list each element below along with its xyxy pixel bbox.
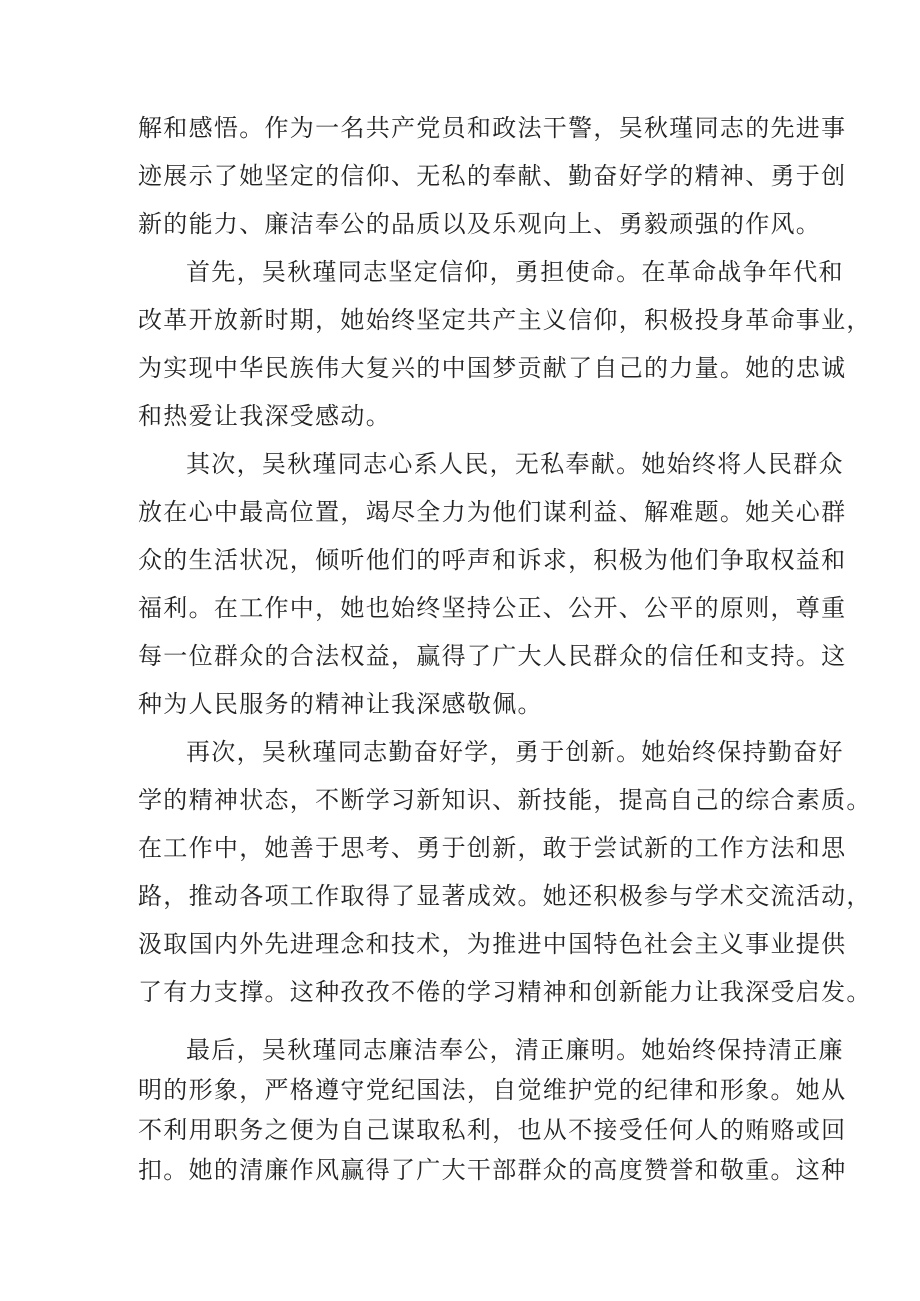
text-line: 解和感悟。作为一名共产党员和政法干警，吴秋瑾同志的先进事 bbox=[138, 114, 847, 142]
text-line: 最后，吴秋瑾同志廉洁奉公，清正廉明。她始终保持清正廉 bbox=[186, 1036, 844, 1064]
text-line: 为实现中华民族伟大复兴的中国梦贡献了自己的力量。她的忠诚 bbox=[138, 354, 847, 382]
paragraph-thirdly bbox=[138, 728, 872, 1016]
text-line: 汲取国内外先进理念和技术，为推进中国特色社会主义事业提供 bbox=[138, 930, 847, 958]
text-line: 和热爱让我深受感动。 bbox=[138, 402, 391, 430]
paragraph-secondly bbox=[138, 440, 847, 728]
text-line: 众的生活状况，倾听他们的呼声和诉求，积极为他们争取权益和 bbox=[138, 546, 847, 574]
text-line: 明的形象，严格遵守党纪国法，自觉维护党的纪律和形象。她从 bbox=[138, 1076, 847, 1104]
text-line: 不利用职务之便为自己谋取私利，也从不接受任何人的贿赂或回 bbox=[138, 1116, 847, 1144]
text-line: 改革开放新时期，她始终坚定共产主义信仰，积极投身革命事业， bbox=[138, 306, 872, 334]
text-line: 在工作中，她善于思考、勇于创新，敢于尝试新的工作方法和思 bbox=[138, 834, 847, 862]
text-line: 扣。她的清廉作风赢得了广大干部群众的高度赞誉和敬重。这种 bbox=[138, 1156, 847, 1184]
document-body bbox=[138, 104, 872, 1190]
text-line: 福利。在工作中，她也始终坚持公正、公开、公平的原则，尊重 bbox=[138, 594, 847, 622]
text-line: 首先，吴秋瑾同志坚定信仰，勇担使命。在革命战争年代和 bbox=[186, 258, 844, 286]
text-line: 其次，吴秋瑾同志心系人民，无私奉献。她始终将人民群众 bbox=[186, 450, 844, 478]
text-line: 放在心中最高位置，竭尽全力为他们谋利益、解难题。她关心群 bbox=[138, 498, 847, 526]
text-line: 新的能力、廉洁奉公的品质以及乐观向上、勇毅顽强的作风。 bbox=[138, 210, 822, 238]
text-line: 每一位群众的合法权益，赢得了广大人民群众的信任和支持。这 bbox=[138, 642, 847, 670]
text-line: 迹展示了她坚定的信仰、无私的奉献、勤奋好学的精神、勇于创 bbox=[138, 162, 847, 190]
text-line: 种为人民服务的精神让我深感敬佩。 bbox=[138, 690, 543, 718]
paragraph-finally bbox=[138, 1030, 847, 1190]
paragraph-intro-continuation bbox=[138, 104, 847, 248]
text-line: 了有力支撑。这种孜孜不倦的学习精神和创新能力让我深受启发。 bbox=[138, 978, 872, 1006]
text-line: 学的精神状态，不断学习新知识、新技能，提高自己的综合素质。 bbox=[138, 786, 872, 814]
paragraph-firstly bbox=[138, 248, 872, 440]
text-line: 路，推动各项工作取得了显著成效。她还积极参与学术交流活动， bbox=[138, 882, 872, 910]
text-line: 再次，吴秋瑾同志勤奋好学，勇于创新。她始终保持勤奋好 bbox=[186, 738, 844, 766]
